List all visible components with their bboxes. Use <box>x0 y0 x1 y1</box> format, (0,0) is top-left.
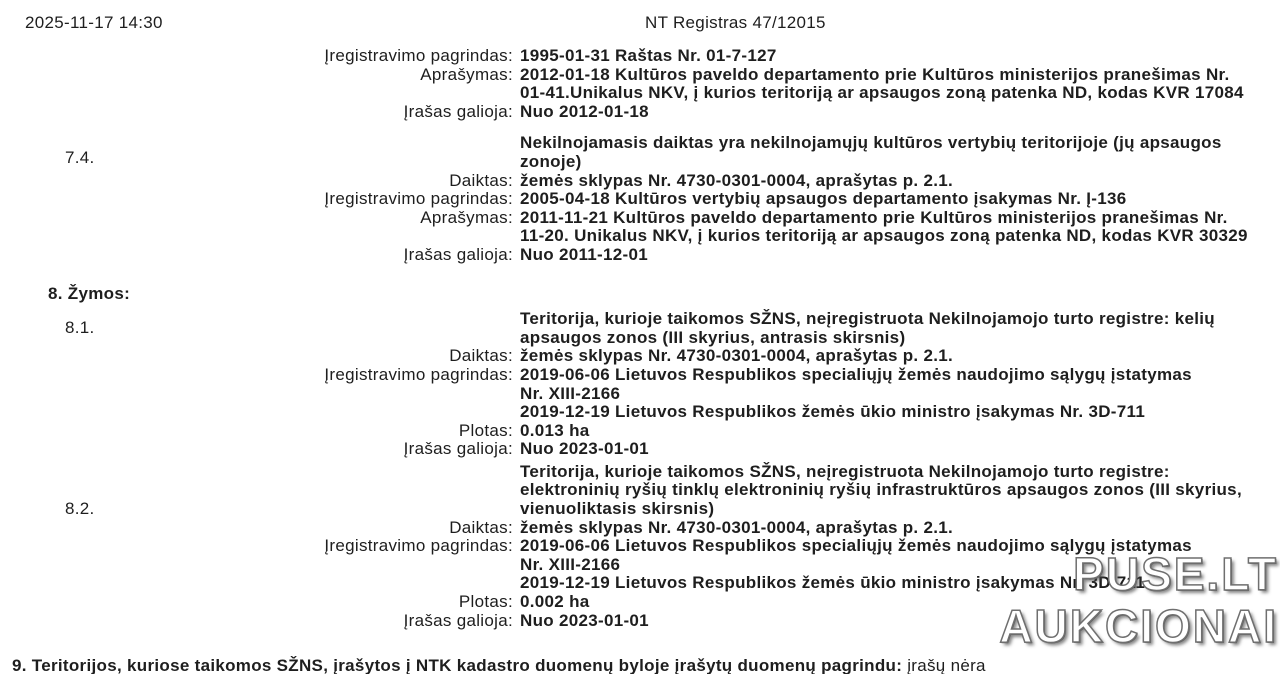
field-row <box>0 134 1280 171</box>
field-value-line: 11-20. Unikalus NKV, į kurios teritoriją ar apsaugos zoną patenka ND, kodas KVR 30329 <box>520 226 1248 246</box>
page-title: NT Registras 47/12015 <box>645 13 826 32</box>
field-value <box>520 246 648 265</box>
section-number: 7.4. <box>65 148 95 168</box>
field-value <box>520 134 1222 171</box>
field-value-line: Nekilnojamasis daiktas yra nekilnojamųjų kultūros vertybių teritorijoje (jų apsaugos <box>520 133 1222 153</box>
section-number: 8.2. <box>65 498 95 518</box>
field-row <box>0 463 1280 519</box>
field-row <box>0 209 1280 246</box>
section-number: 8.1. <box>65 318 95 338</box>
field-value <box>520 440 649 459</box>
field-value-line: Nr. XIII-2166 <box>520 383 621 403</box>
field-label: Įrašas galioja: <box>403 439 513 459</box>
field-value <box>520 172 953 191</box>
field-label: Įregistravimo pagrindas: <box>324 536 513 556</box>
field-row <box>0 190 1280 209</box>
field-value <box>520 190 1127 209</box>
field-row <box>0 347 1280 366</box>
field-value-line: Nr. XIII-2166 <box>520 554 621 574</box>
footer-regular-text: įrašų nėra <box>902 656 986 674</box>
field-value-line: žemės sklypas Nr. 4730-0301-0004, aprašytas p. 2.1. <box>520 346 954 366</box>
field-value-line: 0.013 ha <box>520 420 590 440</box>
footer-bold-text: 9. Teritorijos, kuriose taikomos SŽNS, įrašytos į NTK kadastro duomenų byloje įrašytų duomenų pagrindu: <box>12 656 903 674</box>
field-value-line: 2019-12-19 Lietuvos Respublikos žemės ūkio ministro įsakymas Nr. 3D-711 <box>520 402 1146 422</box>
field-value-line: Teritorija, kurioje taikomos SŽNS, neįregistruota Nekilnojamojo turto registre: kelių <box>520 309 1215 329</box>
field-row <box>0 366 1280 422</box>
field-row <box>0 422 1280 441</box>
field-label: Daiktas: <box>449 346 513 366</box>
field-label: Įregistravimo pagrindas: <box>324 364 513 384</box>
field-label: Įregistravimo pagrindas: <box>324 46 513 65</box>
watermark <box>999 548 1278 652</box>
field-label: Įrašas galioja: <box>403 101 513 121</box>
field-row <box>0 47 1280 66</box>
footer-paragraph <box>12 657 1280 674</box>
field-label: Plotas: <box>458 420 513 440</box>
field-value-line: 2005-04-18 Kultūros vertybių apsaugos departamento įsakymas Nr. Į-136 <box>520 189 1127 209</box>
field-value-line: apsaugos zonos (III skyrius, antrasis skirsnis) <box>520 327 906 347</box>
field-row <box>0 66 1280 103</box>
field-value <box>520 463 1242 519</box>
field-value-line: elektroninių ryšių tinklų elektroninių ryšių infrastruktūros apsaugos zonos (III skyrius, <box>520 480 1242 500</box>
section-heading: 8. Žymos: <box>48 283 131 303</box>
field-value-line: vienuoliktasis skirsnis) <box>520 499 715 519</box>
field-value <box>520 66 1244 103</box>
field-label: Aprašymas: <box>420 64 513 84</box>
field-label: Įregistravimo pagrindas: <box>324 189 513 209</box>
field-label: Įrašas galioja: <box>403 244 513 264</box>
field-row <box>0 172 1280 191</box>
field-value <box>520 366 1192 422</box>
field-value-line: zonoje) <box>520 151 582 171</box>
field-value-line: 01-41.Unikalus NKV, į kurios teritoriją ar apsaugos zoną patenka ND, kodas KVR 17084 <box>520 83 1244 103</box>
field-value-line: 2019-06-06 Lietuvos Respublikos specialiųjų žemės naudojimo sąlygų įstatymas <box>520 364 1192 384</box>
field-value <box>520 519 953 538</box>
field-row <box>0 519 1280 538</box>
field-row <box>0 103 1280 122</box>
field-value-line: žemės sklypas Nr. 4730-0301-0004, aprašytas p. 2.1. <box>520 517 954 537</box>
field-value <box>520 422 590 441</box>
watermark-line-2: AUKCIONAI <box>999 600 1278 652</box>
field-value-line: 2012-01-18 Kultūros paveldo departamento prie Kultūros ministerijos pranešimas Nr. <box>520 64 1230 84</box>
field-value <box>520 47 777 66</box>
print-datetime: 2025-11-17 14:30 <box>25 13 163 32</box>
field-value <box>520 593 590 612</box>
field-value-line: 2019-12-19 Lietuvos Respublikos žemės ūkio ministro įsakymas Nr. 3D-711 <box>520 573 1146 593</box>
field-value <box>520 103 649 122</box>
field-label: Įrašas galioja: <box>403 610 513 630</box>
field-value <box>520 209 1248 246</box>
field-value-line: žemės sklypas Nr. 4730-0301-0004, aprašytas p. 2.1. <box>520 170 954 190</box>
field-value-line: 0.002 ha <box>520 592 590 612</box>
field-value-line: Nuo 2011-12-01 <box>520 244 648 264</box>
section <box>0 134 1280 264</box>
field-value-line: Nuo 2023-01-01 <box>520 610 649 630</box>
field-value-line: 1995-01-31 Raštas Nr. 01-7-127 <box>520 46 777 65</box>
section <box>0 310 1280 459</box>
field-value-line: Nuo 2012-01-18 <box>520 101 649 121</box>
field-label: Plotas: <box>458 592 513 612</box>
field-value <box>520 612 649 631</box>
field-value-line: Nuo 2023-01-01 <box>520 439 649 459</box>
field-value <box>520 347 953 366</box>
watermark-line-1: PUSE.LT <box>1073 548 1278 600</box>
field-row <box>0 310 1280 347</box>
field-value-line: 2019-06-06 Lietuvos Respublikos specialiųjų žemės naudojimo sąlygų įstatymas <box>520 536 1192 556</box>
field-label: Aprašymas: <box>420 207 513 227</box>
field-value-line: Teritorija, kurioje taikomos SŽNS, neįregistruota Nekilnojamojo turto registre: <box>520 461 1170 481</box>
section <box>0 47 1280 121</box>
field-row <box>0 440 1280 459</box>
field-value-line: 2011-11-21 Kultūros paveldo departamento prie Kultūros ministerijos pranešimas Nr. <box>520 207 1228 227</box>
field-row <box>0 246 1280 265</box>
field-label: Daiktas: <box>449 517 513 537</box>
field-value <box>520 310 1215 347</box>
field-label: Daiktas: <box>449 170 513 190</box>
